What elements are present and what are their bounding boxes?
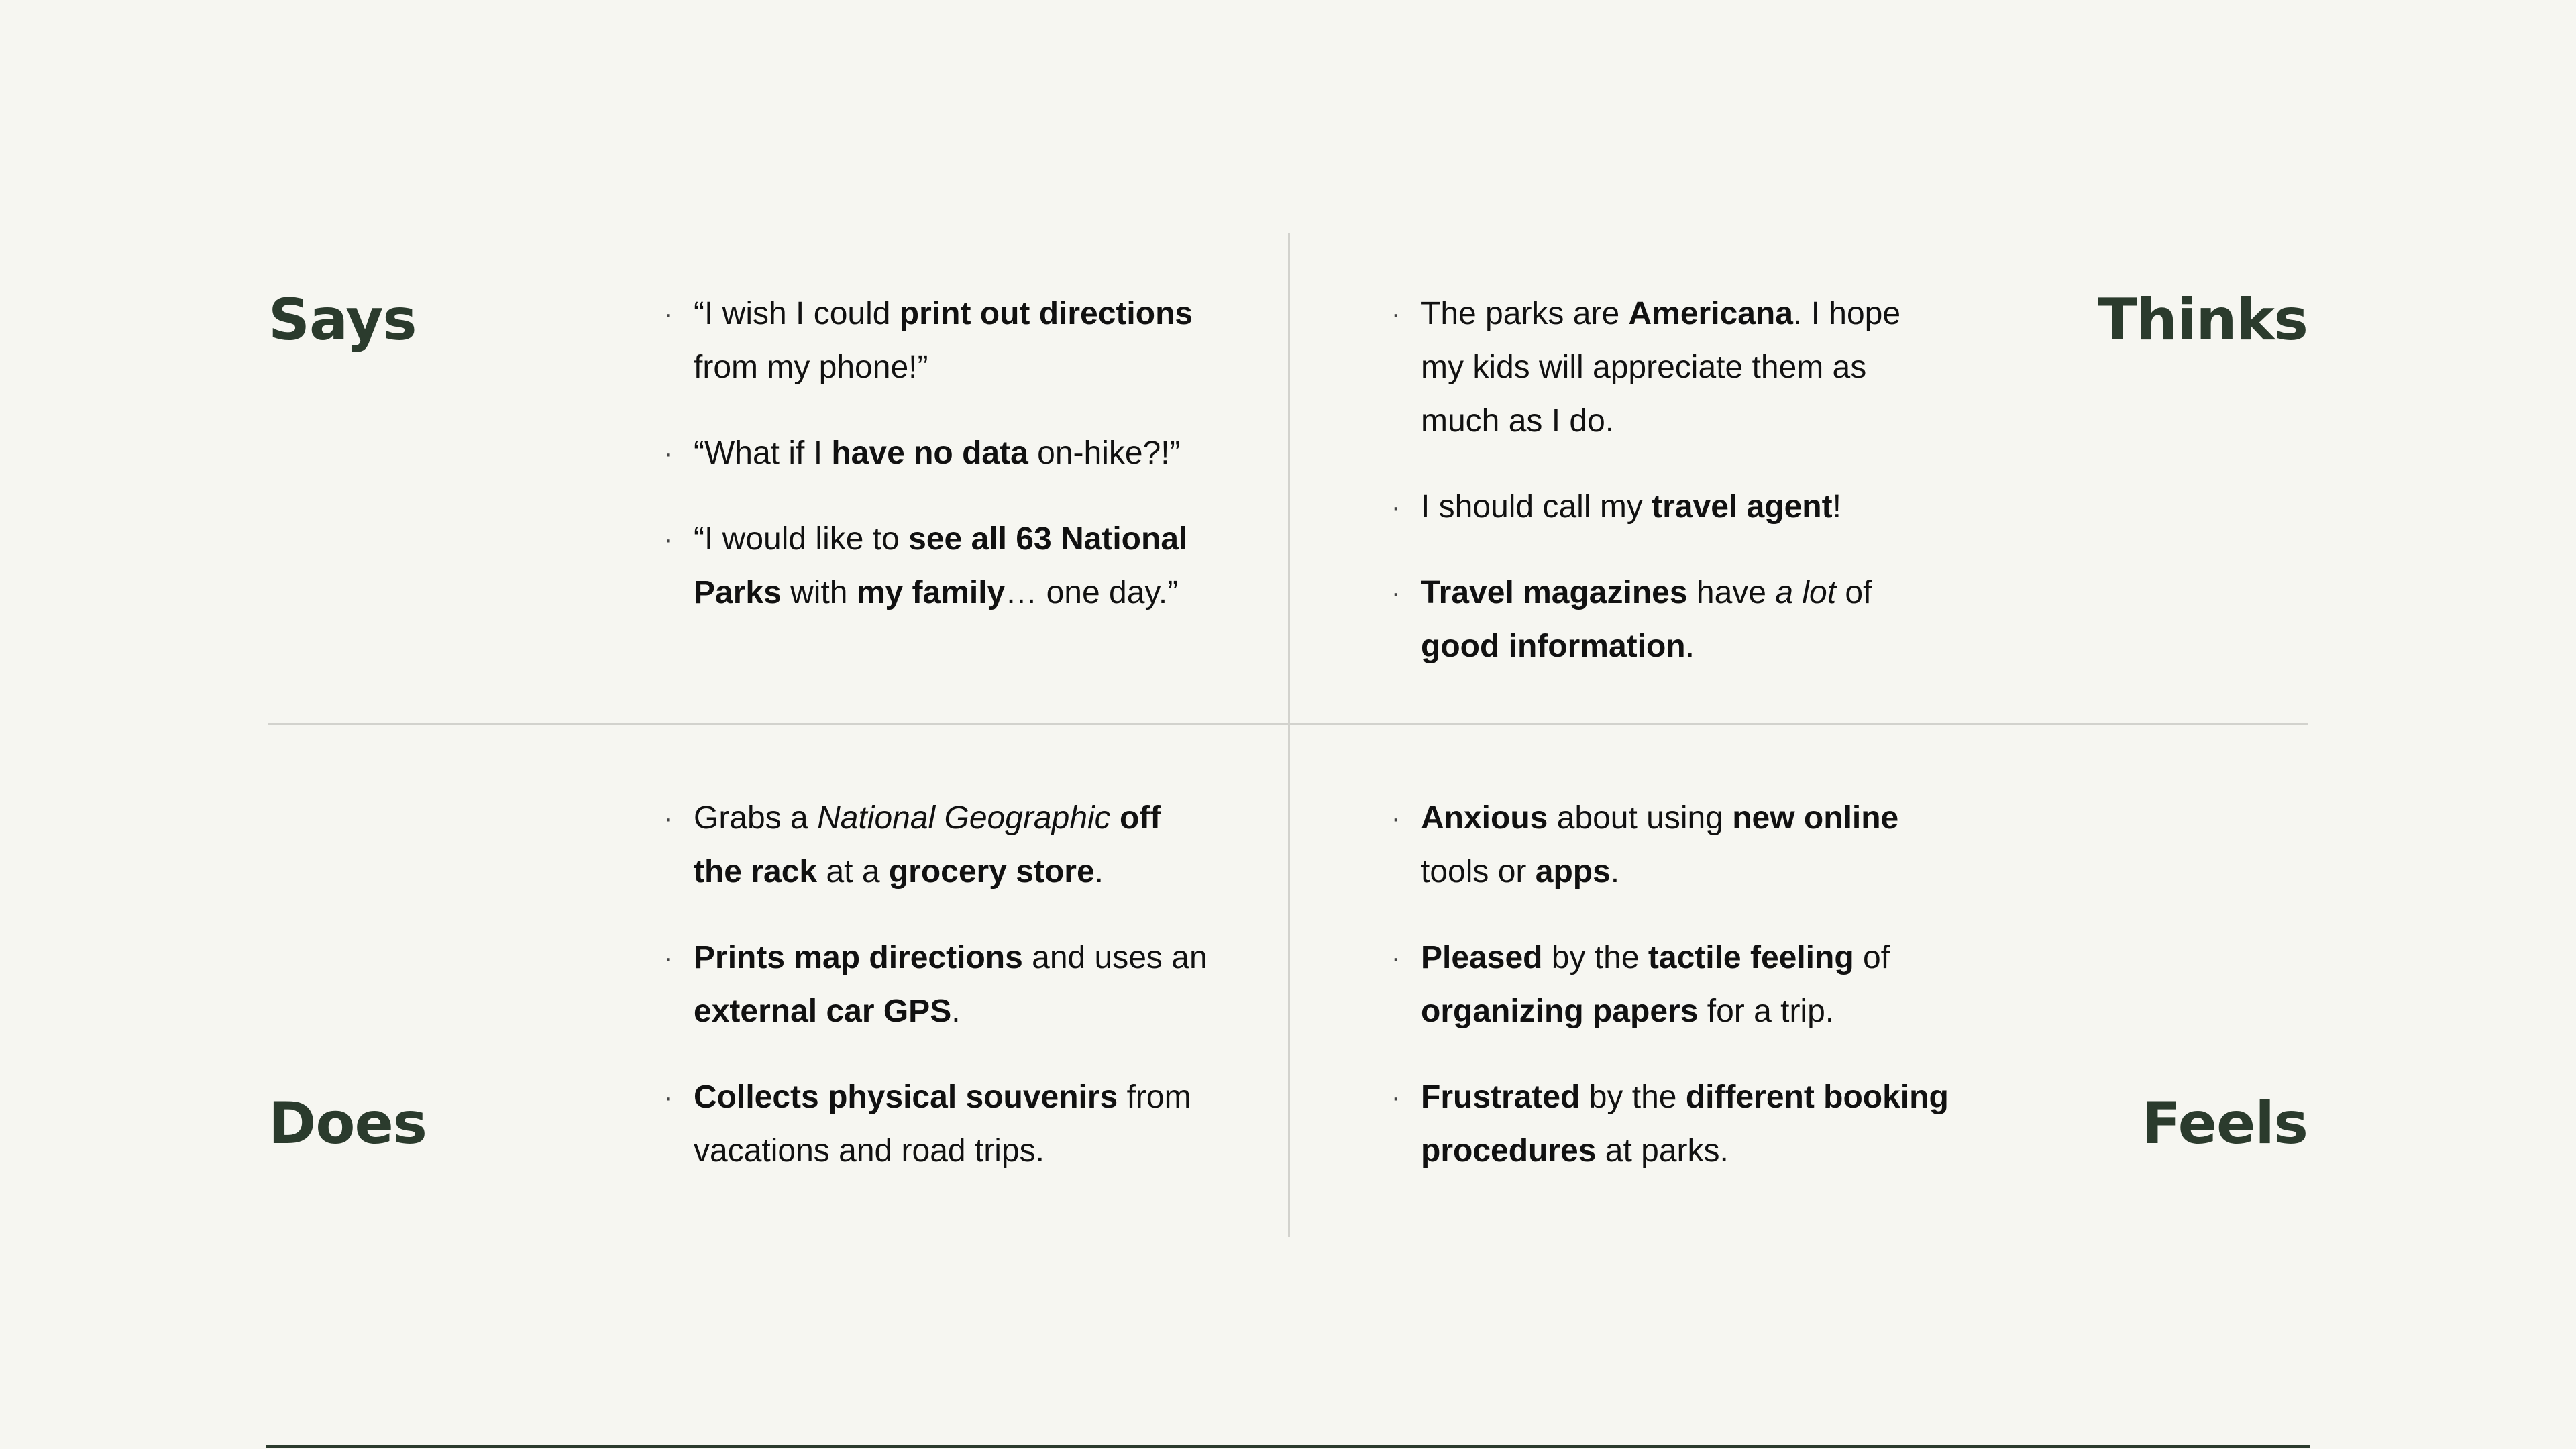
item-text-line xyxy=(1421,985,1982,1038)
bold-text: Americana xyxy=(1628,296,1793,331)
bold-text: travel agent xyxy=(1652,489,1833,525)
thinks-list xyxy=(1391,287,1962,674)
text-segment: about using xyxy=(1548,800,1733,836)
does-list-item xyxy=(664,792,1221,899)
thinks-heading: Thinks xyxy=(2098,286,2308,354)
item-text-line xyxy=(1421,620,1962,674)
bold-text: Parks xyxy=(694,575,782,610)
text-segment: and uses an xyxy=(1022,940,1208,975)
bullet-dot-icon: · xyxy=(664,1083,674,1112)
text-segment: “I would like to xyxy=(694,521,909,557)
item-text-line xyxy=(1421,1071,1982,1124)
horizontal-divider xyxy=(268,723,2308,725)
bold-text: organizing papers xyxy=(1421,994,1699,1029)
text-segment: from xyxy=(1118,1079,1191,1115)
item-text-line xyxy=(1421,341,1962,394)
item-text-line xyxy=(694,931,1221,985)
bullet-dot-icon: · xyxy=(1391,804,1401,833)
bullet-dot-icon: · xyxy=(1391,943,1401,973)
bullet-dot-icon: · xyxy=(664,299,674,329)
text-segment: my kids will appreciate them as xyxy=(1421,350,1867,385)
item-text-line xyxy=(1421,792,1982,845)
says-list xyxy=(664,287,1221,620)
text-segment: . xyxy=(951,994,961,1029)
feels-list-item xyxy=(1391,1071,1982,1178)
bold-text: new online xyxy=(1732,800,1899,836)
bullet-dot-icon: · xyxy=(1391,1083,1401,1112)
bold-text: off xyxy=(1120,800,1161,836)
text-segment: for a trip. xyxy=(1698,994,1835,1029)
item-text-line xyxy=(694,513,1221,566)
bold-text: Frustrated xyxy=(1421,1079,1580,1115)
text-segment: Grabs a xyxy=(694,800,818,836)
says-list-item xyxy=(664,427,1221,480)
does-list-item xyxy=(664,1071,1221,1178)
bold-text: tactile feeling xyxy=(1648,940,1854,975)
bullet-dot-icon: · xyxy=(1391,578,1401,608)
bold-text: apps xyxy=(1535,854,1611,890)
text-segment: at parks. xyxy=(1596,1133,1729,1169)
item-text-line xyxy=(1421,394,1962,448)
item-text-line xyxy=(694,287,1221,341)
text-segment: much as I do. xyxy=(1421,403,1615,439)
text-segment: from my phone!” xyxy=(694,350,928,385)
item-text-line xyxy=(694,566,1221,620)
bold-text: different booking xyxy=(1685,1079,1949,1115)
text-segment: on-hike?!” xyxy=(1028,435,1181,471)
text-segment: “I wish I could xyxy=(694,296,900,331)
text-segment: . xyxy=(1685,629,1695,664)
text-segment: of xyxy=(1854,940,1890,975)
does-list-item xyxy=(664,931,1221,1038)
feels-list-item xyxy=(1391,792,1982,899)
thinks-list-item xyxy=(1391,287,1962,448)
text-segment: … one day.” xyxy=(1005,575,1179,610)
bold-text: see all 63 National xyxy=(908,521,1188,557)
bullet-dot-icon: · xyxy=(664,525,674,554)
bold-text: the rack xyxy=(694,854,818,890)
bold-text: Pleased xyxy=(1421,940,1543,975)
item-text-line xyxy=(1421,480,1962,534)
text-segment: “What if I xyxy=(694,435,832,471)
does-list xyxy=(664,792,1221,1178)
text-segment: ! xyxy=(1832,489,1841,525)
bullet-dot-icon: · xyxy=(664,943,674,973)
feels-heading: Feels xyxy=(2141,1090,2308,1157)
text-segment: . xyxy=(1094,854,1104,890)
says-list-item xyxy=(664,513,1221,620)
item-text-line xyxy=(694,341,1221,394)
bold-text: good information xyxy=(1421,629,1686,664)
item-text-line xyxy=(1421,287,1962,341)
bold-text: Prints map directions xyxy=(694,940,1023,975)
item-text-line xyxy=(694,845,1221,899)
text-segment: have xyxy=(1687,575,1776,610)
text-segment: . xyxy=(1610,854,1620,890)
bullet-dot-icon: · xyxy=(664,804,674,833)
feels-list-item xyxy=(1391,931,1982,1038)
text-segment: by the xyxy=(1542,940,1648,975)
item-text-line xyxy=(694,1071,1221,1124)
bold-text: Travel magazines xyxy=(1421,575,1688,610)
thinks-list-item xyxy=(1391,566,1962,674)
bold-text: Collects physical souvenirs xyxy=(694,1079,1118,1115)
bullet-dot-icon: · xyxy=(664,439,674,468)
item-text-line xyxy=(1421,845,1982,899)
text-segment: at a xyxy=(817,854,889,890)
bold-text: have no data xyxy=(831,435,1028,471)
item-text-line xyxy=(1421,931,1982,985)
bold-text: Anxious xyxy=(1421,800,1548,836)
bold-text: my family xyxy=(856,575,1006,610)
italic-text: a lot xyxy=(1775,575,1837,610)
feels-list xyxy=(1391,792,1982,1178)
text-segment: vacations and road trips. xyxy=(694,1133,1044,1169)
says-list-item xyxy=(664,287,1221,394)
bullet-dot-icon: · xyxy=(1391,492,1401,522)
vertical-divider xyxy=(1288,233,1290,1237)
item-text-line xyxy=(694,985,1221,1038)
item-text-line xyxy=(1421,566,1962,620)
bold-text: external car GPS xyxy=(694,994,952,1029)
text-segment: by the xyxy=(1580,1079,1686,1115)
italic-text: National Geographic xyxy=(817,800,1111,836)
bold-text: print out directions xyxy=(899,296,1193,331)
bottom-rule xyxy=(266,1445,2310,1448)
bullet-dot-icon: · xyxy=(1391,299,1401,329)
item-text-line xyxy=(1421,1124,1982,1178)
text-segment: I should call my xyxy=(1421,489,1652,525)
item-text-line xyxy=(694,427,1221,480)
text-segment: of xyxy=(1836,575,1872,610)
text-segment: . I hope xyxy=(1792,296,1901,331)
text-segment: with xyxy=(781,575,857,610)
text-segment: The parks are xyxy=(1421,296,1629,331)
bold-text: grocery store xyxy=(888,854,1095,890)
bold-text: procedures xyxy=(1421,1133,1597,1169)
item-text-line xyxy=(694,1124,1221,1178)
text-segment xyxy=(1111,800,1120,836)
text-segment: tools or xyxy=(1421,854,1536,890)
does-heading: Does xyxy=(268,1090,427,1157)
item-text-line xyxy=(694,792,1221,845)
thinks-list-item xyxy=(1391,480,1962,534)
says-heading: Says xyxy=(268,286,417,354)
